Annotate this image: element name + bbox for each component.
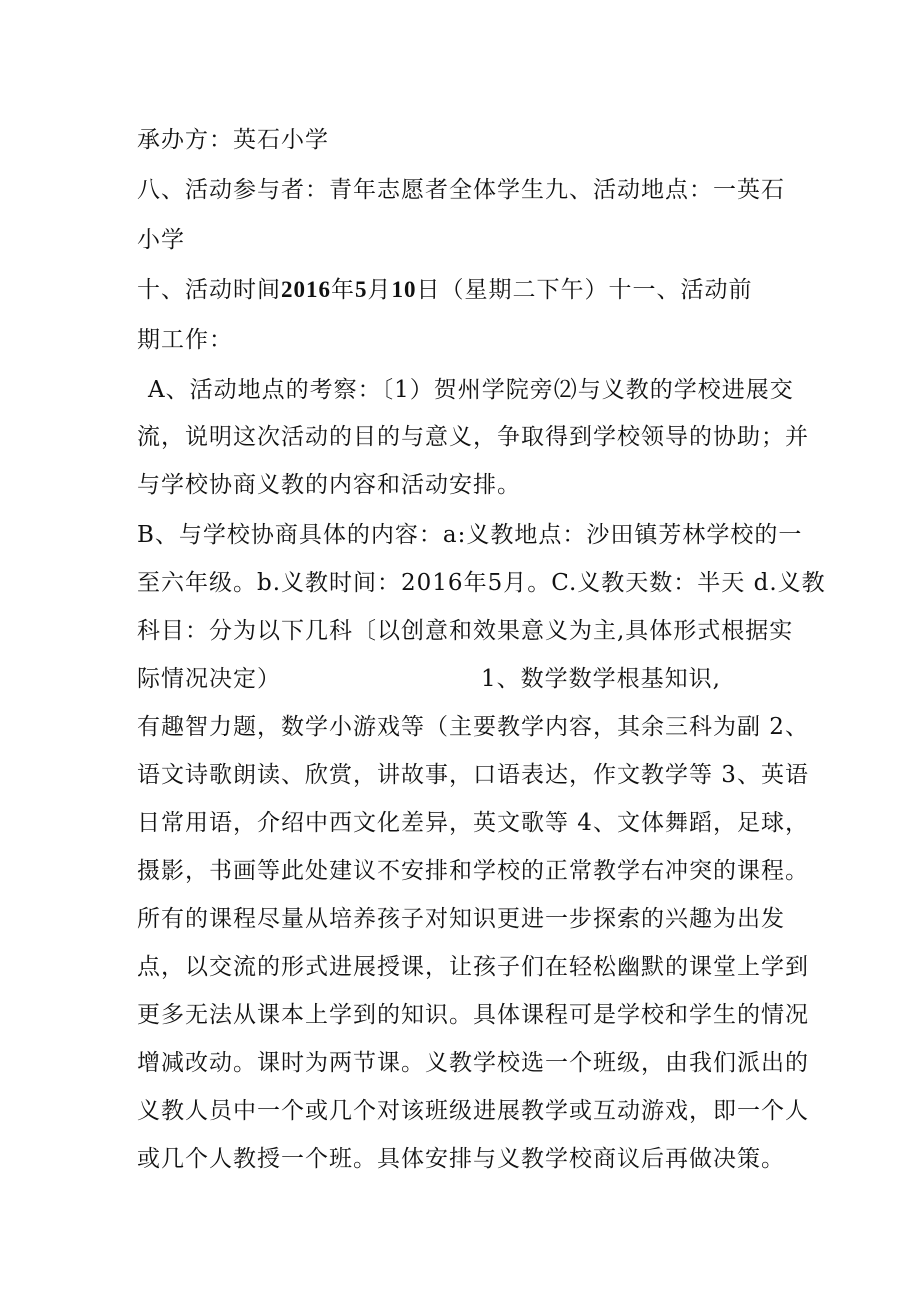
text-line-activity-time (137, 275, 797, 305)
time-month: 5 (355, 277, 368, 302)
text-line-b-2: 至六年级。b.义教时间：2016年5月。C.义教天数：半天 d.义教 (137, 570, 826, 596)
b-4-text: 际情况决定） (137, 666, 281, 692)
time-label: 十、活动时间 (137, 277, 281, 303)
time-month-suffix: 月 (367, 277, 392, 303)
text-line-prework: 期工作： (137, 327, 233, 353)
time-year: 2016 (281, 277, 331, 302)
text-line-c-8: 增减改动。课时为两节课。义教学校选一个班级，由我们派出的 (137, 1050, 809, 1076)
text-line-a-2: 流，说明这次活动的目的与意义，争取得到学校领导的协助；并 (137, 424, 809, 450)
text-line-c-5: 所有的课程尽量从培养孩子对知识更进一步探索的兴趣为出发 (137, 906, 785, 932)
text-line-c-2: 语文诗歌朗读、欣赏，讲故事，口语表达，作文教学等 3、英语 (137, 762, 809, 788)
text-line-c-6: 点，以交流的形式进展授课，让孩子们在轻松幽默的课堂上学到 (137, 954, 809, 980)
time-rest: 日（星期二下午）十一、活动前 (416, 277, 753, 303)
text-line-c-4: 摄影，书画等此处建议不安排和学校的正常教学右冲突的课程。 (137, 858, 809, 884)
text-line-c-9: 义教人员中一个或几个对该班级进展教学或互动游戏，即一个人 (137, 1098, 809, 1124)
text-line-b-4 (137, 664, 797, 694)
text-line-c-1: 有趣智力题，数学小游戏等（主要教学内容，其余三科为副 2、 (137, 714, 809, 740)
text-line-c-10: 或几个人教授一个班。具体安排与义教学校商议后再做决策。 (137, 1146, 785, 1172)
math-subject: 1、数学数学根基知识, (481, 666, 721, 692)
text-line-participants: 八、活动参与者：青年志愿者全体学生九、活动地点：一英石 (137, 177, 785, 203)
text-line-b-3: 科目：分为以下几科〔以创意和效果意义为主,具体形式根据实 (137, 618, 794, 644)
text-line-a-1: A、活动地点的考察：〔1）贺州学院旁⑵与义教的学校进展交 (148, 377, 794, 403)
text-line-location-cont: 小学 (137, 227, 185, 253)
time-day: 10 (391, 277, 417, 302)
text-line-c-7: 更多无法从课本上学到的知识。具体课程可是学校和学生的情况 (137, 1002, 809, 1028)
time-year-suffix: 年 (331, 277, 355, 303)
text-line-organizer: 承办方：英石小学 (137, 127, 329, 153)
text-line-b-1: B、与学校协商具体的内容：a:义教地点：沙田镇芳林学校的一 (137, 522, 803, 548)
text-line-a-3: 与学校协商义教的内容和活动安排。 (137, 472, 521, 498)
text-line-c-3: 日常用语，介绍中西文化差异，英文歌等 4、文体舞蹈，足球， (137, 810, 809, 836)
